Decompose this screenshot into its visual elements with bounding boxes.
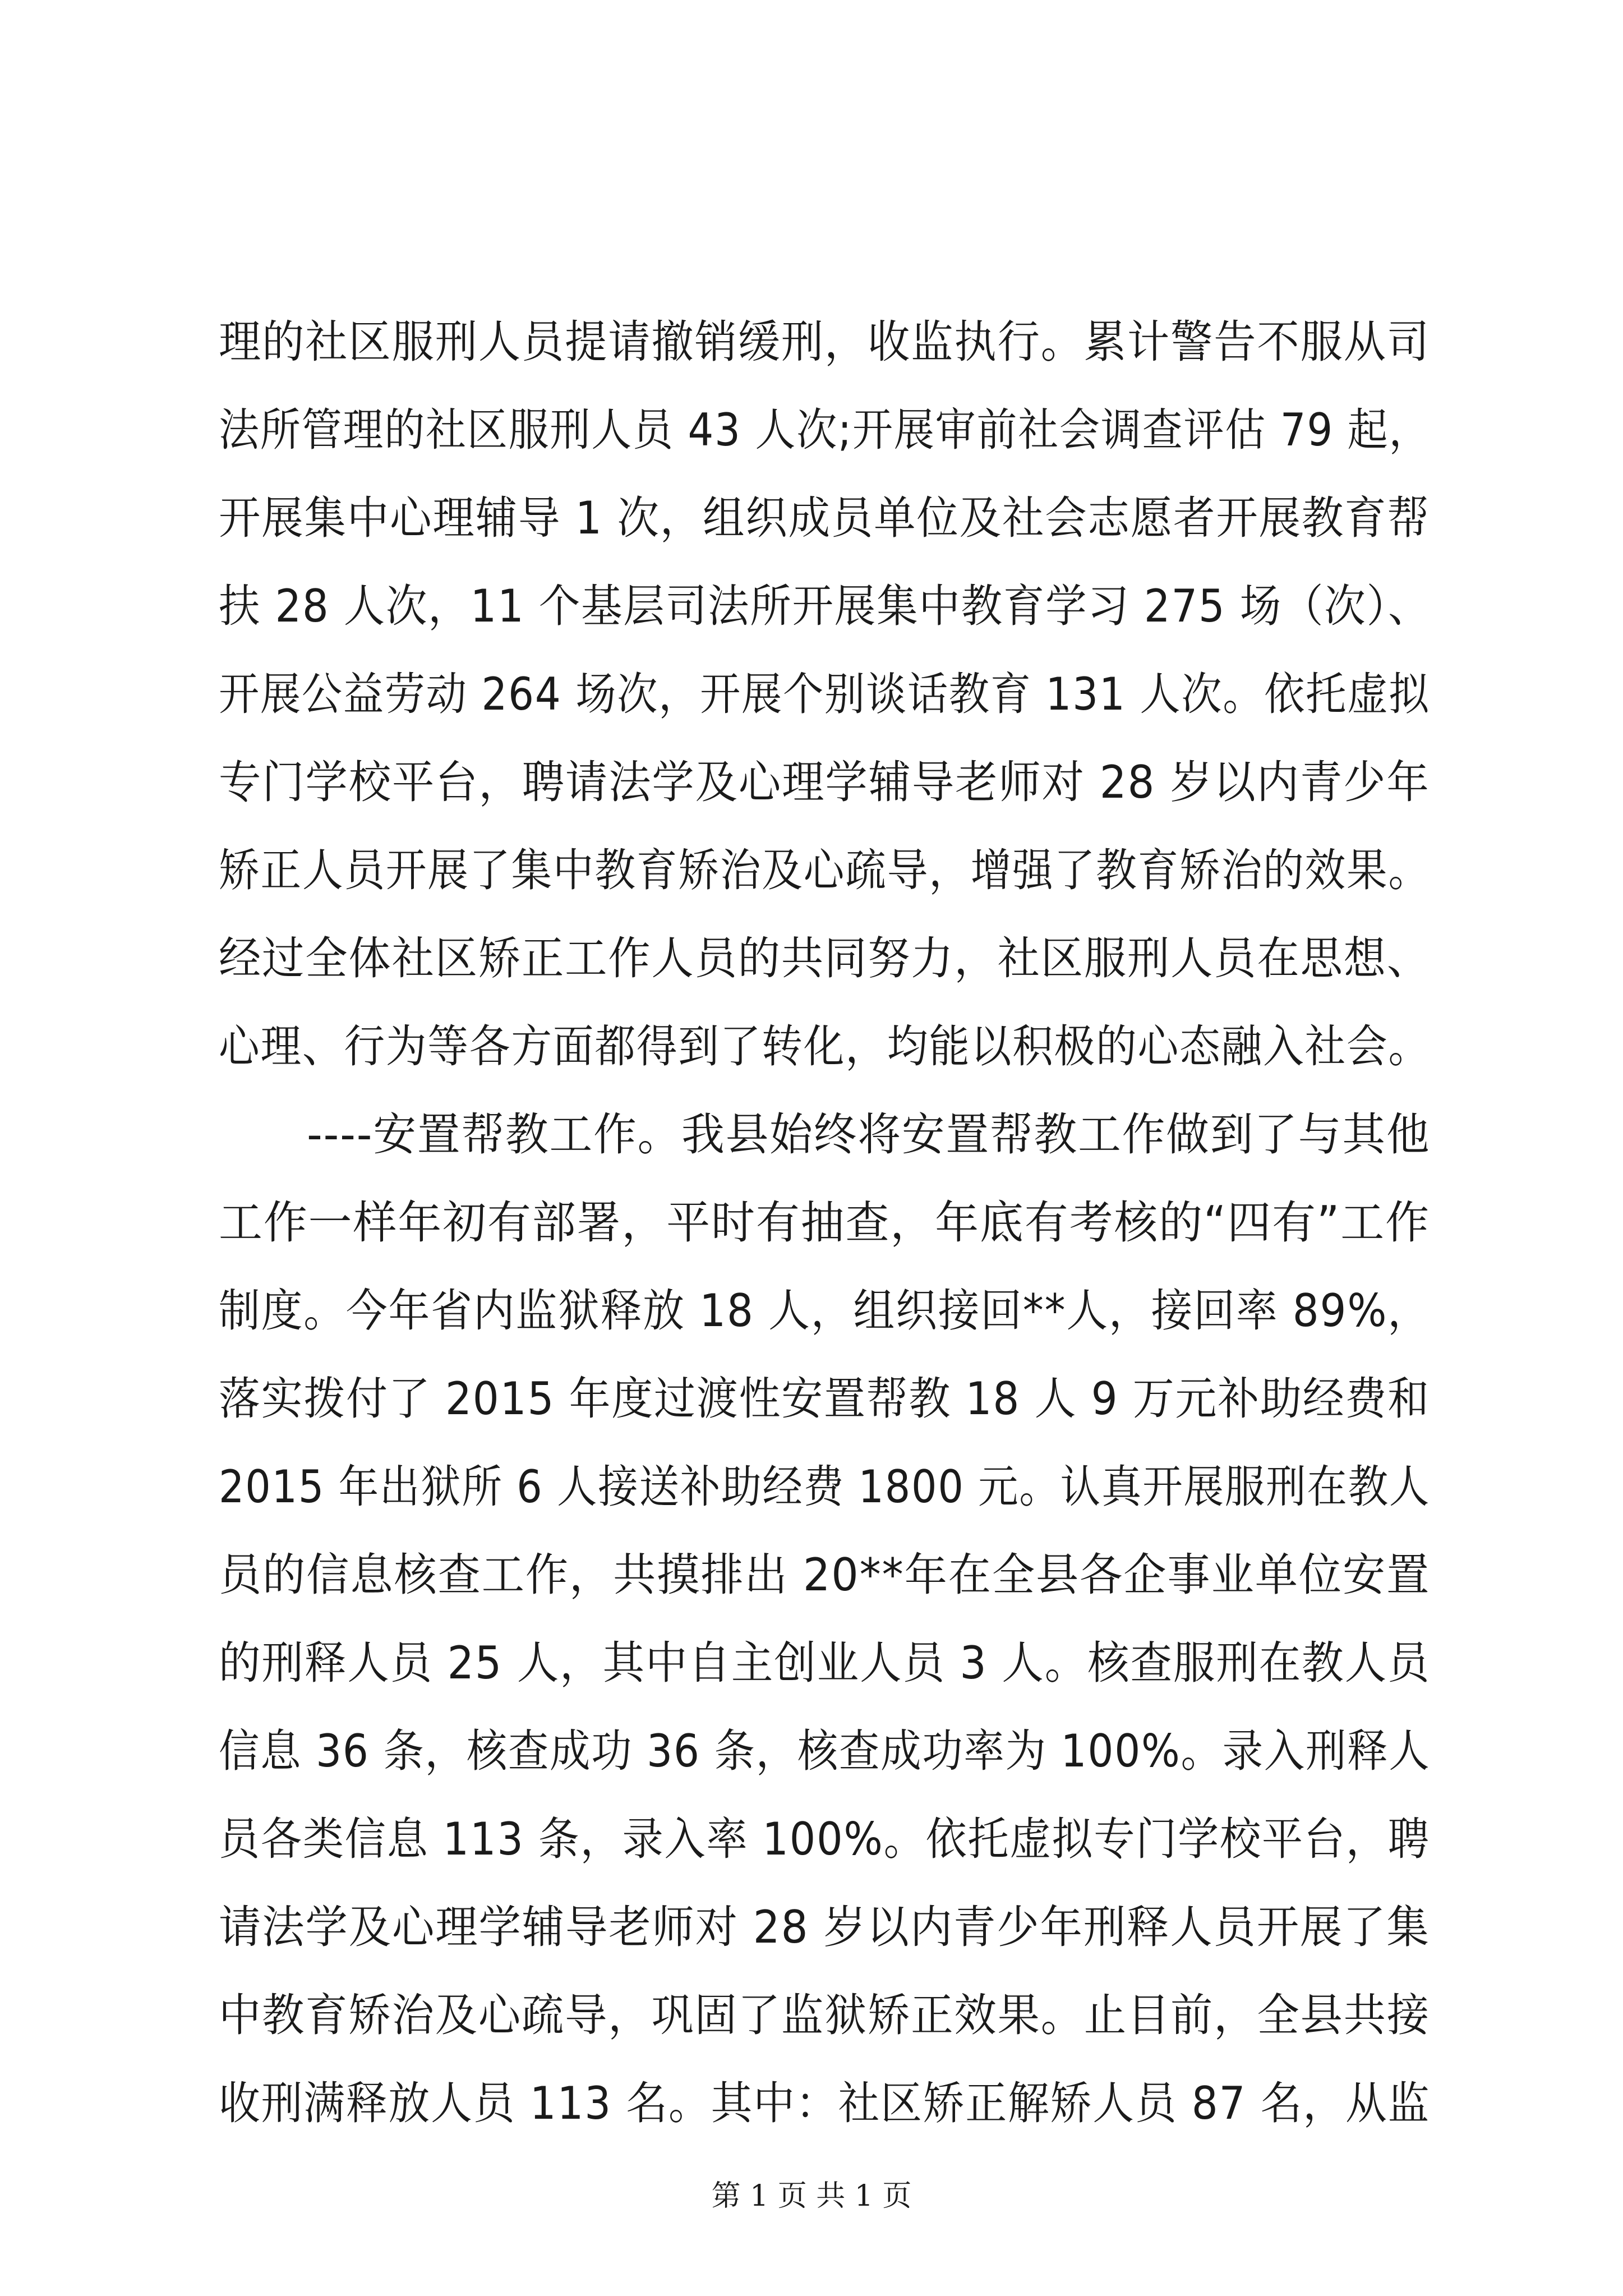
text-line: 制度。今年省内监狱释放 18 人，组织接回**人，接回率 89%， [219,1285,1430,1337]
text-line: 专门学校平台，聘请法学及心理学辅导老师对 28 岁以内青少年 [219,756,1430,808]
text-line: 开展公益劳动 264 场次，开展个别谈话教育 131 人次。依托虚拟 [219,668,1431,720]
text-line: ----安置帮教工作。我县始终将安置帮教工作做到了与其他 [219,1108,1431,1161]
text-line: 收刑满释放人员 113 名。其中：社区矫正解矫人员 87 名，从监 [219,2077,1431,2129]
text-line: 的刑释人员 25 人，其中自主创业人员 3 人。核查服刑在教人员 [219,1637,1431,1689]
text-line: 请法学及心理学辅导老师对 28 岁以内青少年刑释人员开展了集 [219,1901,1430,1953]
text-line: 矫正人员开展了集中教育矫治及心疏导，增强了教育矫治的效果。 [219,844,1430,896]
text-line: 员的信息核查工作，共摸排出 20**年在全县各企事业单位安置 [219,1549,1431,1601]
text-line: 经过全体社区矫正工作人员的共同努力，社区服刑人员在思想、 [219,932,1430,984]
text-line: 信息 36 条，核查成功 36 条，核查成功率为 100%。录入刑释人 [219,1725,1431,1777]
text-line: 中教育矫治及心疏导，巩固了监狱矫正效果。止目前，全县共接 [219,1989,1430,2041]
text-line: 工作一样年初有部署，平时有抽查，年底有考核的“四有”工作 [219,1197,1430,1249]
text-line: 心理、行为等各方面都得到了转化，均能以积极的心态融入社会。 [219,1020,1430,1073]
text-line: 扶 28 人次，11 个基层司法所开展集中教育学习 275 场（次）、 [219,580,1431,632]
text-line: 理的社区服刑人员提请撤销缓刑，收监执行。累计警告不服从司 [219,316,1430,368]
text-line: 员各类信息 113 条，录入率 100%。依托虚拟专门学校平台，聘 [219,1813,1430,1865]
text-line: 法所管理的社区服刑人员 43 人次;开展审前社会调查评估 79 起， [219,404,1431,456]
page-footer: 第 1 页 共 1 页 [711,2179,912,2213]
text-line: 2015 年出狱所 6 人接送补助经费 1800 元。认真开展服刑在教人 [219,1461,1431,1513]
text-line: 落实拨付了 2015 年度过渡性安置帮教 18 人 9 万元补助经费和 [219,1373,1430,1425]
text-line: 开展集中心理辅导 1 次，组织成员单位及社会志愿者开展教育帮 [219,492,1430,544]
